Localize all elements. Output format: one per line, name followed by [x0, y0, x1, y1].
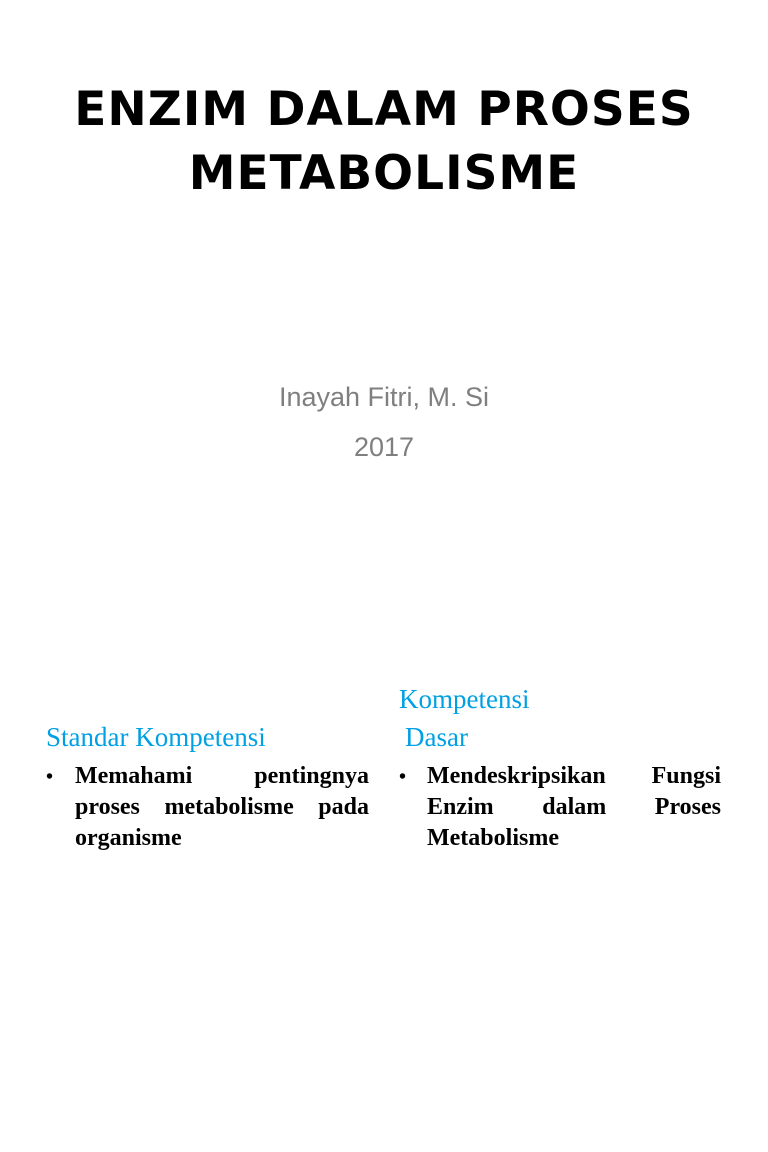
kompetensi-dasar-heading-line-2: Dasar: [405, 722, 468, 752]
author-name: Inayah Fitri, M. Si: [278, 382, 490, 412]
bullet-icon: •: [399, 766, 407, 788]
standar-kompetensi-heading: Standar Kompetensi: [46, 722, 266, 752]
kompetensi-dasar-heading: [399, 680, 529, 756]
presentation-year: 2017: [353, 432, 415, 462]
bullet-icon: •: [46, 766, 54, 788]
kompetensi-dasar-heading-line-1: Kompetensi: [399, 684, 530, 714]
standar-kompetensi-item: Memahami pentingnya proses metabolisme pada organisme: [75, 763, 369, 851]
competency-slide: [0, 576, 768, 1152]
slide-title-line-2: METABOLISME: [188, 146, 580, 201]
kompetensi-dasar-item: Mendeskripsikan Fungsi Enzim dalam Proses Metabolisme: [427, 763, 721, 851]
slide-title: [30, 78, 738, 206]
slide-title-line-1: ENZIM DALAM PROSES: [74, 82, 694, 137]
